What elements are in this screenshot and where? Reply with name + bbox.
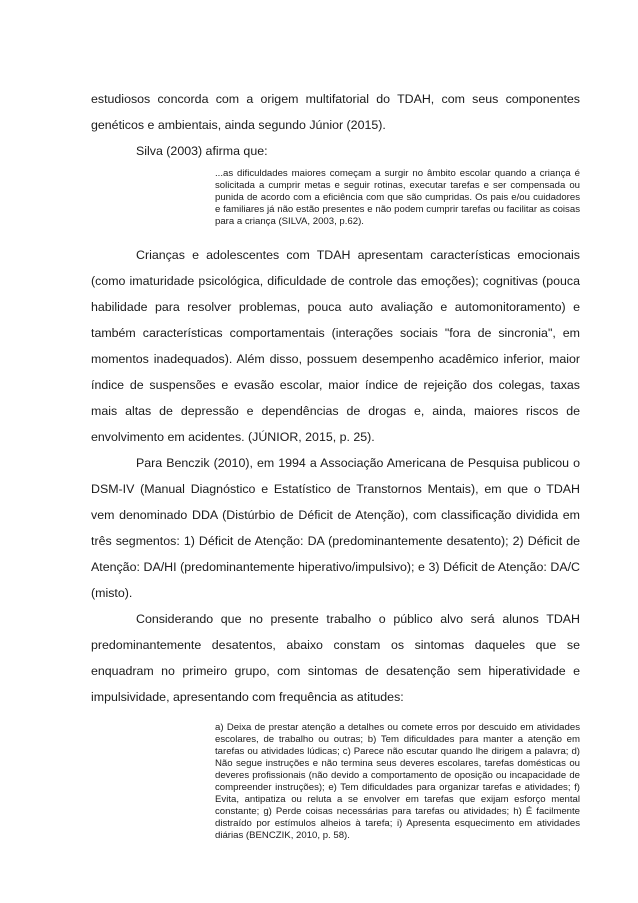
paragraph-characteristics: Crianças e adolescentes com TDAH apresentam características emocionais (como imaturidade psicológica, dificuldade de controle das emoções); cognitivas (pouca habilidade para resolver problemas, pouca auto avaliação e automonitoramento) e também características comportamentais (interações sociais "fora de sincronia", em momentos inadequados). Além disso, possuem desempenho acadêmico inferior, maior índice de suspensões e evasão escolar, maior índice de rejeição dos colegas, taxas mais altas de depressão e dependências de drogas e, ainda, maiores riscos de envolvimento em acidentes. (JÚNIOR, 2015, p. 25). [91, 248, 580, 444]
paragraph-continuation: estudiosos concorda com a origem multifatorial do TDAH, com seus componentes genéticos e ambientais, ainda segundo Júnior (2015). [91, 92, 580, 132]
paragraph-benczik: Para Benczik (2010), em 1994 a Associação Americana de Pesquisa publicou o DSM-IV (Manual Diagnóstico e Estatístico de Transtornos Mentais), em que o TDAH vem denominado DDA (Distúrbio de Déficit de Atenção), com classificação dividida em três segmentos: 1) Déficit de Atenção: DA (predominantemente desatento); 2) Déficit de Atenção: DA/HI (predominantemente hiperativo/impulsivo); e 3) Déficit de Atenção: DA/C (misto). [91, 456, 580, 600]
paragraph-silva-intro: Silva (2003) afirma que: [136, 144, 268, 158]
paragraph-symptoms-intro: Considerando que no presente trabalho o público alvo será alunos TDAH predominantemente desatentos, abaixo constam os sintomas daqueles que se enquadram no primeiro grupo, com sintomas de desatenção sem hiperatividade e impulsividade, apresentando com frequência as atitudes: [91, 612, 580, 704]
block-quote-benczik: a) Deixa de prestar atenção a detalhes ou comete erros por descuido em atividades escolares, de trabalho ou outras; b) Tem dificuldades para manter a atenção em tarefas ou atividades lúdicas; c) Parece não escutar quando lhe dirigem a palavra; d) Não segue instruções e não termina seus deveres escolares, tarefas domésticas ou deveres profissionais (não devido a comportamento de oposição ou incapacidade de compreender instruções); e) Tem dificuldades para organizar tarefas e atividades; f) Evita, antipatiza ou reluta a se envolver em tarefas que exijam esforço mental constante; g) Perde coisas necessárias para tarefas ou atividades; h) É facilmente distraído por estímulos alheios à tarefa; i) Apresenta esquecimento em atividades diárias (BENCZIK, 2010, p. 58). [215, 722, 580, 841]
block-quote-silva: ...as dificuldades maiores começam a surgir no âmbito escolar quando a criança é solicitada a cumprir metas e seguir rotinas, executar tarefas e ser compensada ou punida de acordo com a eficiência com que são cumpridas. Os pais e/ou cuidadores e familiares já não estão presentes e não podem cumprir tarefas ou facilitar as coisas para a criança (SILVA, 2003, p.62). [215, 168, 580, 227]
